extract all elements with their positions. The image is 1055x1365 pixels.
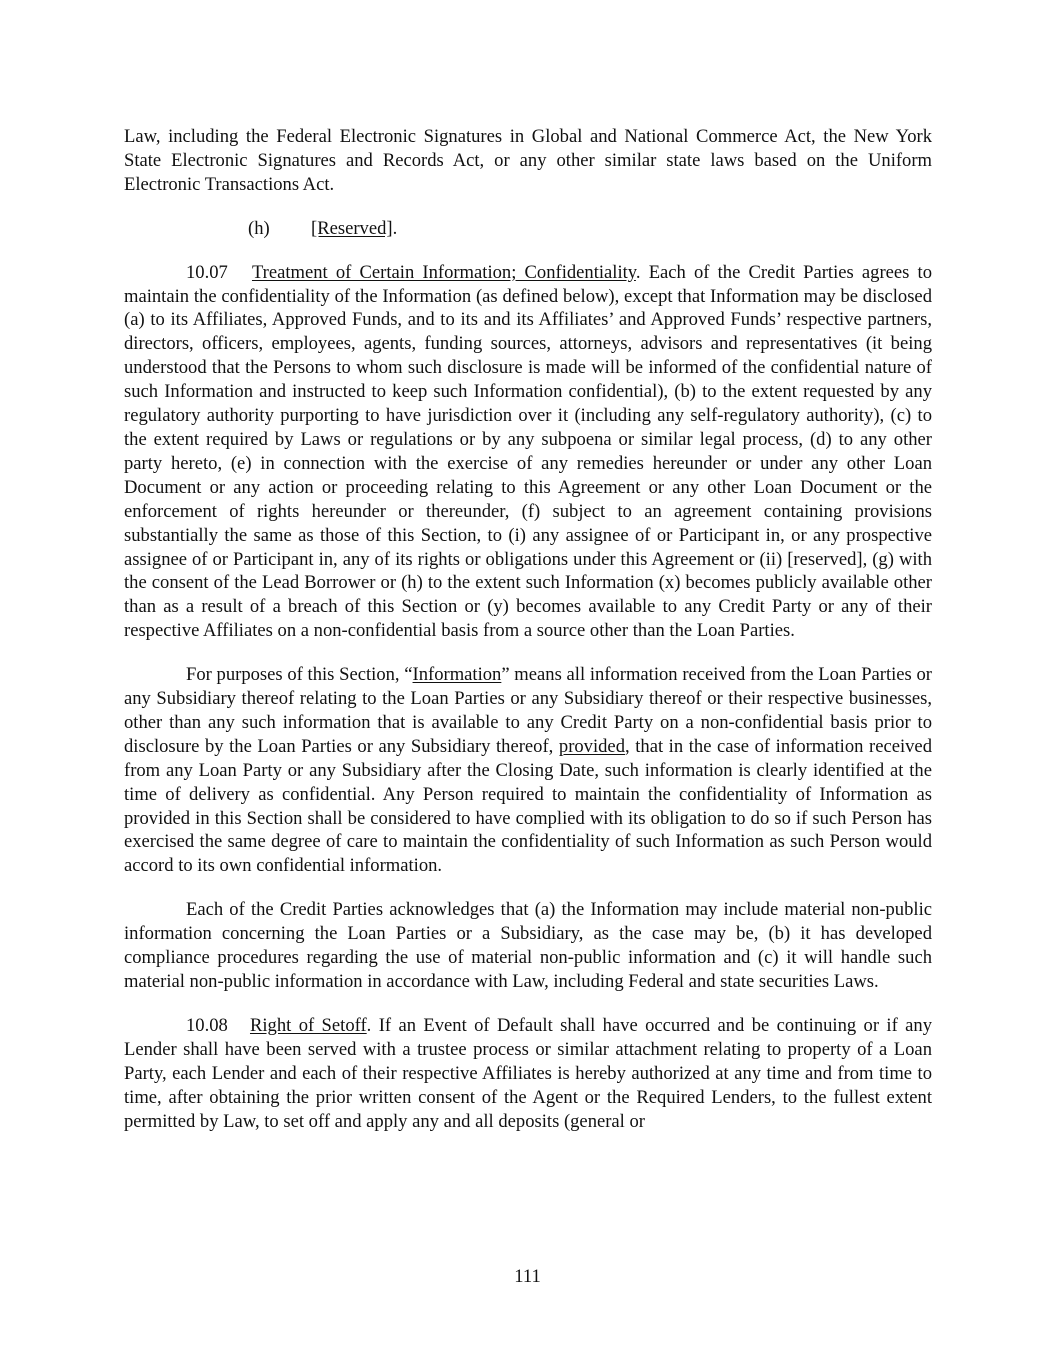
page-number: 111 [514, 1266, 541, 1287]
information-definition-body: ” means all information received from the Loan Parties or any Subsidiary thereof relating to the Loan Parties or any Subsidiary thereof or their respective businesses, other than any such information that is available to any Credit Party on a non-confidential basis prior to disclosure by the Loan Parties or any Subsidiary thereof, [124, 664, 932, 757]
information-defined-term: Information [412, 664, 502, 686]
provided-term: provided [558, 735, 625, 757]
section-10-08-body: . If an Event of Default shall have occurred and be continuing or if any Lender shall have been served with a trustee process or similar attachment relating to property of a Loan Party, each Lender and each of their respective Affiliates is hereby authorized at any time and from time to time, after obtaining the prior written consent of the Agent or the Required Lenders, to the fullest extent permitted by Law, to set off and apply any and all deposits (general or [124, 1014, 933, 1132]
clause-h [248, 217, 932, 241]
acknowledgement-paragraph: Each of the Credit Parties acknowledges that (a) the Information may include material non-public information concerning the Loan Parties or a Subsidiary, as the case may be, (b) it has developed compliance procedures regarding the use of material non-public information and (c) it will handle such material non-public information in accordance with Law, including Federal and state securities Laws. [124, 899, 932, 992]
section-10-07-title: Treatment of Certain Information; Confidentiality [251, 261, 636, 283]
clause-h-reserved: [Reserved] [311, 217, 393, 239]
section-10-07 [124, 261, 932, 644]
information-definition-tail: , that in the case of information received from any Loan Party or any Subsidiary after the Closing Date, such information is clearly identified at the time of delivery as confidential. Any Person required to maintain the confidentiality of Information as provided in this Section shall be considered to have complied with its obligation to do so if such Person has exercised the same degree of care to maintain the confidentiality of such Information as such Person would accord to its own confidential information. [124, 735, 932, 877]
information-definition-lead: For purposes of this Section, “ [186, 664, 413, 686]
section-10-07-body: . Each of the Credit Parties agrees to maintain the confidentiality of the Information (as defined below), except that Information may be disclosed (a) to its Affiliates, Approved Funds, and to its and its Affiliates’ and Approved Funds’ respective partners, directors, officers, employees, agents, funding sources, attorneys, advisors and representatives (it being understood that the Persons to whom such disclosure is made will be informed of the confidential nature of such Information and instructed to keep such Information confidential), (b) to the extent requested by any regulatory authority purporting to have jurisdiction over it (including any self-regulatory authority), (c) to the extent required by Laws or regulations or by any subpoena or similar legal process, (d) to any other party hereto, (e) in connection with the exercise of any remedies hereunder or under any other Loan Document or any action or proceeding relating to this Agreement or any other Loan Document or the enforcement of rights hereunder or thereunder, (f) subject to an agreement containing provisions substantially the same as those of this Section, to (i) any assignee of or Participant in, or any prospective assignee of or Participant in, any of its rights or obligations under this Agreement or (ii) [reserved], (g) with the consent of the Lead Borrower or (h) to the extent such Information (x) becomes publicly available other than as a result of a breach of this Section or (y) becomes available to any Credit Party or any of their respective Affiliates on a non-confidential basis from a source other than the Loan Parties. [124, 261, 932, 642]
information-definition-paragraph [124, 663, 932, 878]
clause-h-label: (h) [248, 217, 270, 239]
clause-h-period: . [392, 217, 398, 239]
document-page [124, 125, 932, 1153]
section-10-08-title: Right of Setoff [249, 1014, 367, 1036]
continued-paragraph: Law, including the Federal Electronic Signatures in Global and National Commerce Act, the New York State Electronic Signatures and Records Act, or any other similar state laws based on the Uniform Electronic Transactions Act. [124, 126, 932, 195]
section-10-08-number: 10.08 [186, 1014, 228, 1036]
section-10-08 [124, 1014, 932, 1134]
section-10-07-number: 10.07 [186, 261, 228, 283]
